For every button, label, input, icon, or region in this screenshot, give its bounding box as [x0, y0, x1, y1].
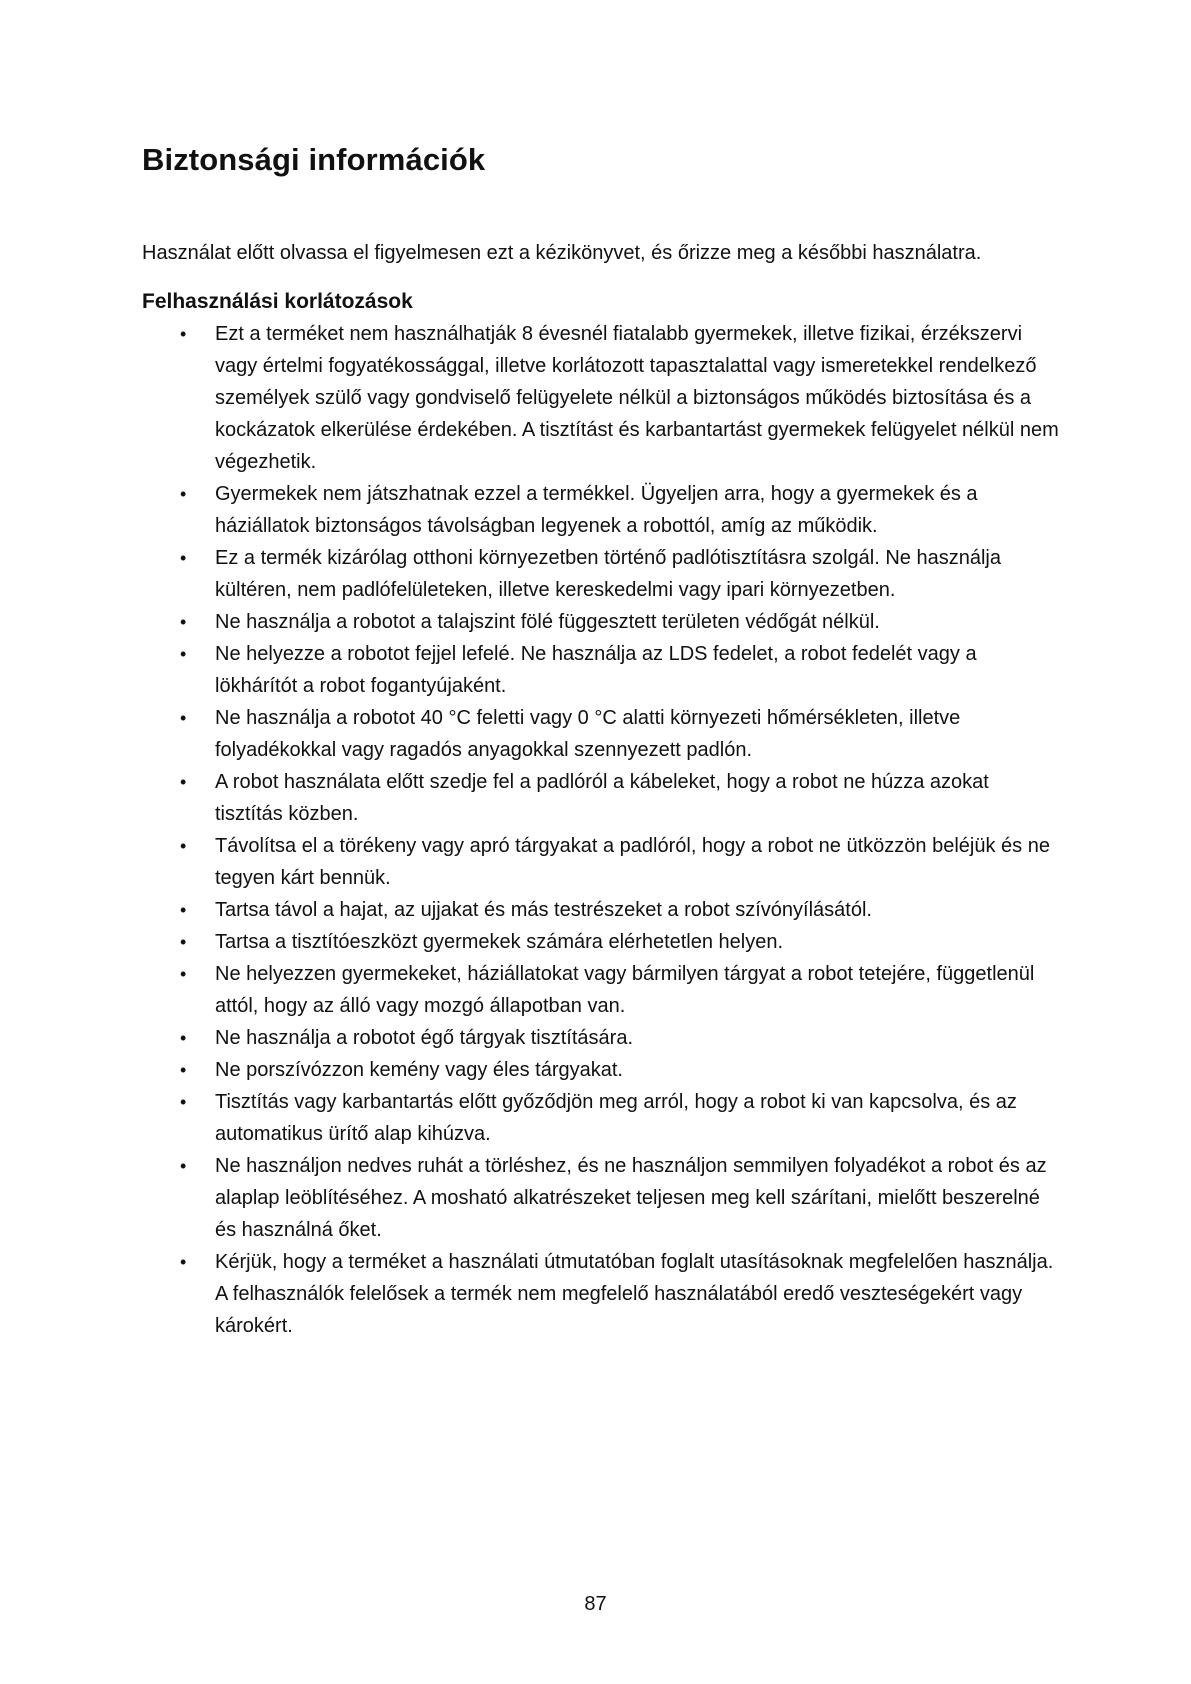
bullet-icon: •	[180, 1092, 187, 1112]
bullet-icon: •	[180, 484, 187, 504]
list-item	[142, 1086, 1062, 1150]
bullet-icon: •	[180, 772, 187, 792]
list-item-text: Ne használjon nedves ruhát a törléshez, és ne használjon semmilyen folyadékot a robot és az alaplap leöblítéséhez. A mosható alkatrészeket teljesen meg kell szárítani, mielőtt beszerelné és használná őket.	[215, 1155, 1047, 1241]
list-item-text: Kérjük, hogy a terméket a használati útmutatóban foglalt utasításoknak megfelelően használja. A felhasználók felelősek a termék nem megfelelő használatából eredő veszteségekért vagy károkért.	[215, 1251, 1054, 1337]
list-item-text: A robot használata előtt szedje fel a padlóról a kábeleket, hogy a robot ne húzza azokat tisztítás közben.	[215, 771, 989, 825]
list-item-text: Ne használja a robotot égő tárgyak tisztítására.	[215, 1027, 634, 1049]
list-item	[142, 542, 1062, 606]
list-item-text: Ne porszívózzon kemény vagy éles tárgyakat.	[215, 1059, 623, 1081]
list-item	[142, 1054, 1062, 1086]
list-item	[142, 478, 1062, 542]
list-item	[142, 702, 1062, 766]
list-item	[142, 1150, 1062, 1246]
bullet-icon: •	[180, 644, 187, 664]
bullet-icon: •	[180, 1252, 187, 1272]
list-item-text: Ne használja a robotot 40 °C feletti vagy 0 °C alatti környezeti hőmérsékleten, illetve folyadékokkal vagy ragadós anyagokkal szennyezett padlón.	[215, 707, 961, 761]
bullet-icon: •	[180, 964, 187, 984]
list-item-text: Tartsa a tisztítóeszközt gyermekek számára elérhetetlen helyen.	[215, 931, 784, 953]
list-item	[142, 958, 1062, 1022]
section-heading: Felhasználási korlátozások	[142, 290, 413, 313]
list-item-text: Ne használja a robotot a talajszint fölé függesztett területen védőgát nélkül.	[215, 611, 880, 633]
list-item	[142, 318, 1062, 478]
list-item	[142, 606, 1062, 638]
bullet-icon: •	[180, 900, 187, 920]
list-item-text: Ne helyezzen gyermekeket, háziállatokat vagy bármilyen tárgyat a robot tetejére, függetlenül attól, hogy az álló vagy mozgó állapotban van.	[215, 963, 1035, 1017]
list-item	[142, 926, 1062, 958]
list-item	[142, 894, 1062, 926]
list-item	[142, 766, 1062, 830]
list-item	[142, 1022, 1062, 1054]
list-item-text: Tisztítás vagy karbantartás előtt győződjön meg arról, hogy a robot ki van kapcsolva, és az automatikus ürítő alap kihúzva.	[215, 1091, 1017, 1145]
list-item	[142, 1246, 1062, 1342]
list-item	[142, 830, 1062, 894]
bullet-icon: •	[180, 708, 187, 728]
list-item-text: Távolítsa el a törékeny vagy apró tárgyakat a padlóról, hogy a robot ne ütközzön beléjük és ne tegyen kárt bennük.	[215, 835, 1050, 889]
list-item-text: Ez a termék kizárólag otthoni környezetben történő padlótisztításra szolgál. Ne használja kültéren, nem padlófelületeken, illetve kereskedelmi vagy ipari környezetben.	[215, 547, 1001, 601]
usage-restrictions-list	[142, 318, 1062, 1342]
list-item-text: Ezt a terméket nem használhatják 8 évesnél fiatalabb gyermekek, illetve fizikai, érzékszervi vagy értelmi fogyatékossággal, illetve korlátozott tapasztalattal vagy ismeretekkel rendelkező személyek szülő vagy gondviselő felügyelete nélkül a biztonságos működés biztosítása és a kockázatok elkerülése érdekében. A tisztítást és karbantartást gyermekek felügyelet nélkül nem végezhetik.	[215, 323, 1059, 473]
page-number: 87	[584, 1593, 607, 1615]
page-title: Biztonsági információk	[142, 142, 486, 177]
list-item-text: Ne helyezze a robotot fejjel lefelé. Ne használja az LDS fedelet, a robot fedelét vagy a lökhárítót a robot fogantyújaként.	[215, 643, 977, 697]
bullet-icon: •	[180, 1028, 187, 1048]
bullet-icon: •	[180, 1156, 187, 1176]
bullet-icon: •	[180, 612, 187, 632]
list-item-text: Tartsa távol a hajat, az ujjakat és más testrészeket a robot szívónyílásától.	[215, 899, 872, 921]
list-item-text: Gyermekek nem játszhatnak ezzel a termékkel. Ügyeljen arra, hogy a gyermekek és a háziállatok biztonságos távolságban legyenek a robottól, amíg az működik.	[215, 483, 978, 537]
list-item	[142, 638, 1062, 702]
bullet-icon: •	[180, 932, 187, 952]
bullet-icon: •	[180, 836, 187, 856]
bullet-icon: •	[180, 548, 187, 568]
intro-paragraph: Használat előtt olvassa el figyelmesen ezt a kézikönyvet, és őrizze meg a későbbi használatra.	[142, 242, 982, 264]
bullet-icon: •	[180, 324, 187, 344]
bullet-icon: •	[180, 1060, 187, 1080]
